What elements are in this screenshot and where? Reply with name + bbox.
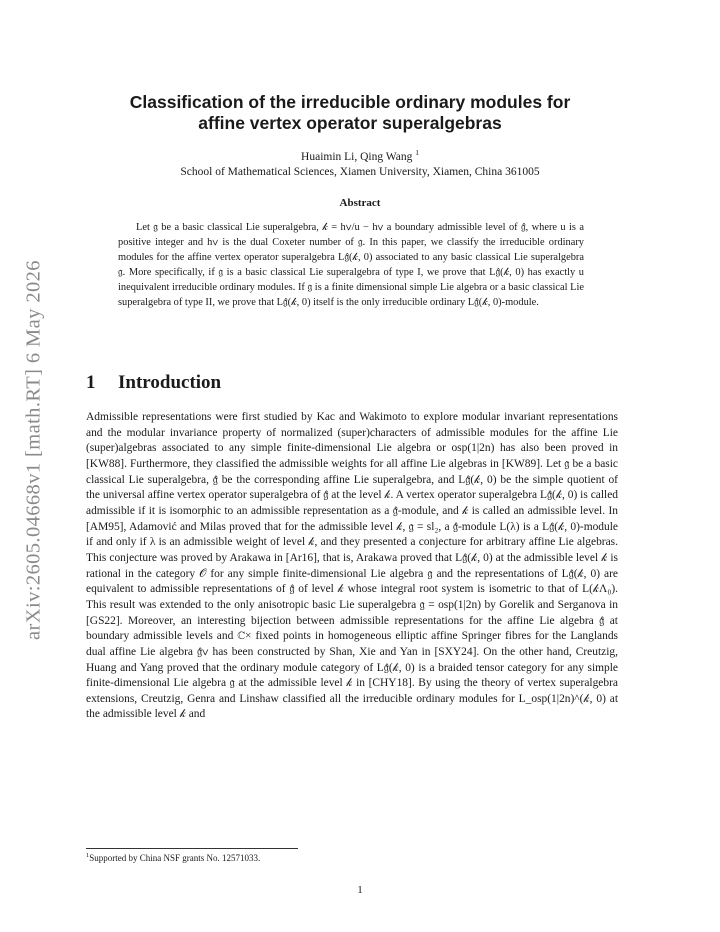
abstract-text: Let 𝔤 be a basic classical Lie superalgebra, 𝓀 = h∨/u − h∨ a boundary admissible level of 𝔤̂, where u is a positive integer and h∨ is the dual Coxeter number of 𝔤. In this paper, we classify the irreducible ordinary modules for the affine vertex operator superalgebra L𝔤̂(𝓀, 0) associated to any basic classical Lie superalgebra 𝔤. More specifically, if 𝔤 is a basic classical Lie superalgebra of type I, we prove that L𝔤̂(𝓀, 0) has exactly u inequivalent irreducible ordinary modules. If 𝔤 is a finite dimensional simple Lie algebra or a basic classical Lie superalgebra of type II, we prove that L𝔤̂(𝓀, 0) itself is the only irreducible ordinary L𝔤̂(𝓀, 0)-module. — [118, 222, 584, 309]
author-names: Huaimin Li, Qing Wang — [301, 150, 413, 163]
footnote — [86, 852, 260, 863]
page-number: 1 — [357, 884, 363, 896]
footnote-rule — [86, 848, 298, 849]
section-number: 1 — [86, 372, 96, 393]
introduction-text: Admissible representations were first studied by Kac and Wakimoto to explore modular invariant representations and the modular invariance property of normalized (super)characters of admissible modules for the affine Lie (super)algebras associated to any simple finite-dimensional Lie algebra or osp(1|2n) has also been proved in [KW88]. Furthermore, they classified the admissible weights for all affine Lie algebras in [KW89]. Let 𝔤 be a basic classical Lie superalgebra, 𝔤̂ be the corresponding affine Lie superalgebra, and L𝔤̂(𝓀, 0) be the simple quotient of the universal affine vertex operator superalgebra of 𝔤̂ at the level 𝓀. A vertex operator superalgebra L𝔤̂(𝓀, 0) is called admissible if it is isomorphic to an admissible representation as a 𝔤̂-module, and 𝓀 is called an admissible level. In [AM95], Adamović and Milas proved that for the admissible level 𝓀, 𝔤 = sl₂, a 𝔤̂-module L(λ) is a L𝔤̂(𝓀, 0)-module if and only if λ is an admissible weight of level 𝓀, and they presented a conjecture for arbitrary affine Lie algebras. This conjecture was proved by Arakawa in [Ar16], that is, Arakawa proved that L𝔤̂(𝓀, 0) at the admissible level 𝓀 is rational in the category 𝒪 for any simple finite-dimensional Lie algebra 𝔤 and the representations of L𝔤̂(𝓀, 0) are equivalent to admissible representations of 𝔤̂ of level 𝓀 whose integral root system is isometric to that of L(𝓀Λ₀). This result was extended to the only anisotropic basic Lie superalgebra 𝔤 = osp(1|2n) by Gorelik and Serganova in [GS22]. Moreover, an interesting bijection between admissible representations for the affine Lie algebra 𝔤̂ at boundary admissible levels and ℂ× fixed points in homogeneous elliptic affine Springer fibres for the Langlands dual affine Lie algebra 𝔤̂∨ has been constructed by Shan, Xie and Yan in [SXY24]. On the other hand, Creutzig, Huang and Yang proved that the ordinary module category of L𝔤̂(𝓀, 0) is a braided tensor category for any simple finite-dimensional Lie algebra 𝔤 at the admissible level 𝓀 in [CHY18]. By using the theory of vertex superalgebra extensions, Creutzig, Genra and Linshaw classified all the irreducible ordinary modules for L_osp(1|2n)^(𝓀, 0) at the admissible level 𝓀 and — [86, 411, 618, 721]
author-footnote-mark: 1 — [415, 148, 419, 157]
section-title: Introduction — [118, 372, 222, 393]
arxiv-identifier — [20, 250, 48, 650]
title-line-2: affine vertex operator superalgebras — [198, 113, 502, 133]
affiliation: School of Mathematical Sciences, Xiamen University, Xiamen, China 361005 — [180, 166, 540, 178]
section-heading — [86, 372, 221, 394]
title-line-1: Classification of the irreducible ordinary modules for — [129, 92, 571, 112]
arxiv-identifier-text: arXiv:2605.04668v1 [math.RT] 6 May 2026 — [22, 260, 45, 640]
paper-title — [60, 92, 640, 134]
footnote-mark: 1 — [86, 852, 90, 859]
footnote-text: Supported by China NSF grants No. 12571033. — [89, 853, 261, 863]
abstract-heading: Abstract — [339, 197, 381, 209]
authors — [0, 148, 720, 163]
